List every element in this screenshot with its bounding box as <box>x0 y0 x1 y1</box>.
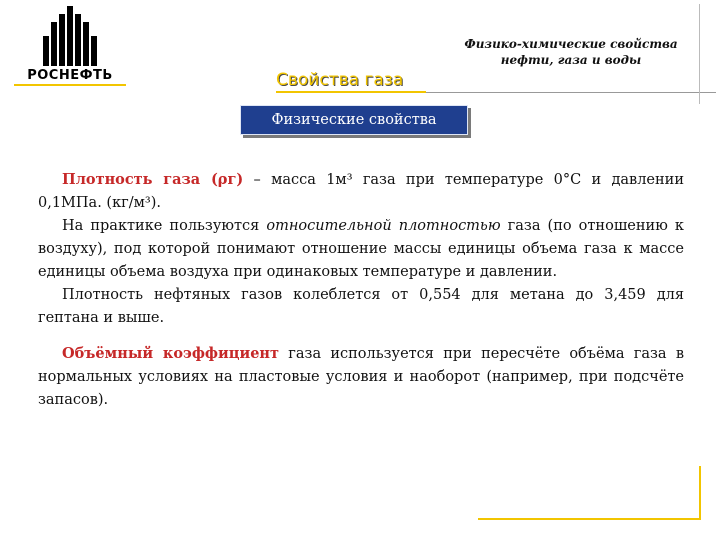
section-title-underline <box>276 91 426 93</box>
slide-body <box>38 168 684 412</box>
density-range-paragraph: Плотность нефтяных газов колеблется от 0,554 для метана до 3,459 для гептана и выше. <box>38 287 684 326</box>
tab-physical-properties[interactable]: Физические свойства <box>240 105 468 135</box>
relative-density-text-2: газа (по отношению к воздуху), под которой понимают отношение массы единицы объема газа к массе единицы объема воздуха при одинаковых температуре и давлении. <box>38 218 684 280</box>
volume-factor-term: Объёмный коэффициент <box>62 345 280 362</box>
relative-density-paragraph <box>38 215 684 284</box>
section-title: Свойства газа <box>276 70 404 90</box>
volume-factor-paragraph <box>38 342 684 412</box>
logo-underline <box>14 84 126 86</box>
corner-accent-vertical <box>699 466 701 520</box>
header-divider <box>426 92 716 93</box>
volume-factor-definition: газа используется при пересчёте объёма газа в нормальных условиях на пластовые условия и наоборот (например, при подсчёте запасов). <box>38 346 684 408</box>
density-paragraph <box>38 168 684 215</box>
relative-density-text-1: На практике пользуются <box>62 218 267 234</box>
oil-derrick-logo-icon <box>38 6 102 66</box>
density-term: Плотность газа (ρг) <box>62 171 244 188</box>
brand-logo <box>14 6 126 90</box>
subtitle-line-2: нефти, газа и воды <box>500 53 642 67</box>
density-definition: – масса 1м³ газа при температуре 0°С и давлении 0,1МПа. (кг/м³). <box>38 172 684 211</box>
brand-wordmark: РОСНЕФТЬ <box>27 68 113 83</box>
slide-subtitle <box>452 36 690 68</box>
corner-accent-horizontal <box>478 518 701 520</box>
relative-density-term: относительной плотностью <box>266 218 501 234</box>
subtitle-line-1: Физико-химические свойства <box>464 37 678 51</box>
header-vertical-rule <box>699 4 700 104</box>
